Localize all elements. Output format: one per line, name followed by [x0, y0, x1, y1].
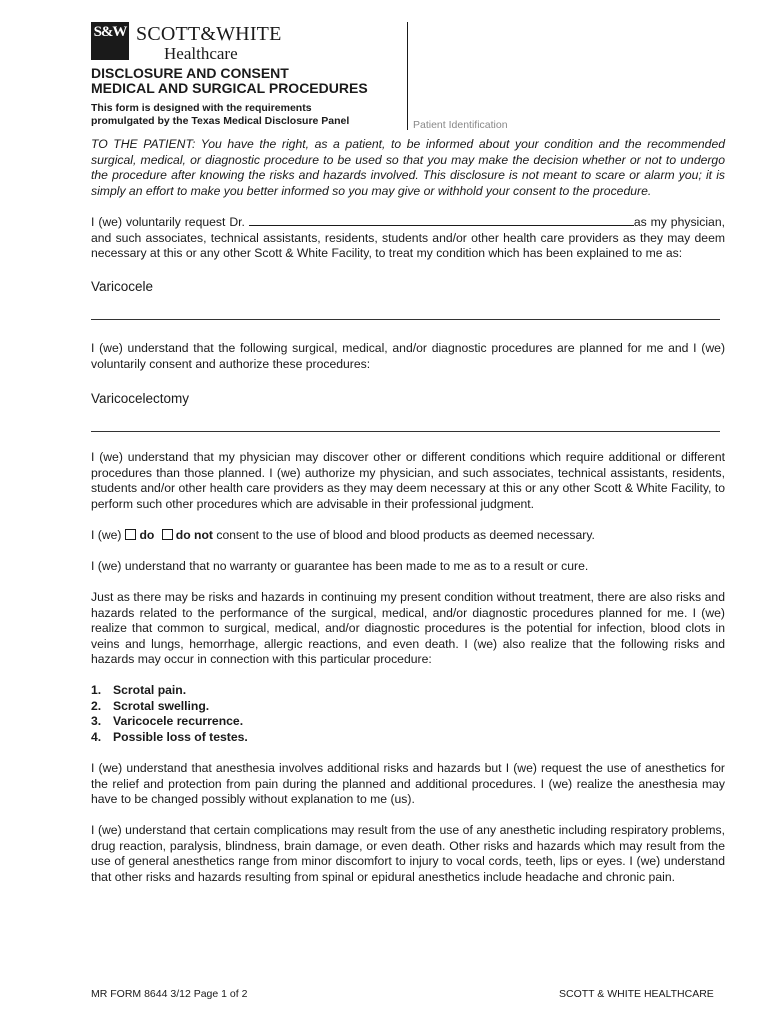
blood-do-not-label: do not — [175, 528, 213, 542]
form-number-footer: MR FORM 8644 3/12 Page 1 of 2 — [91, 988, 248, 1000]
other-conditions-paragraph: I (we) understand that my physician may discover other or different conditions which require additional or different procedures than those planned. I (we) authorize my physician, and such associates, technical assistants, residents, students and/or other health care providers as they may deem necessary at this or any other Scott & White Facility, to perform such other procedures which are advisable in their professional judgment. — [91, 450, 725, 511]
to-the-patient-paragraph: TO THE PATIENT: You have the right, as a patient, to be informed about your condition and the recommended surgical, medical, or diagnostic procedure to be used so that you may make the decision whether or not to undergo the procedure after knowing the risks and hazards involved. This disclosure is not meant to scare or alarm you; it is simply an effort to make you better informed so you may give or withhold your consent to the procedure. — [91, 137, 725, 198]
request-suffix: as my physician, — [633, 215, 725, 229]
request-prefix: I (we) voluntarily request Dr. — [91, 215, 249, 229]
logo-line2: Healthcare — [164, 44, 238, 63]
procedure-text: Varicocelectomy — [91, 391, 190, 406]
condition-text: Varicocele — [91, 279, 154, 294]
risks-list — [91, 683, 248, 745]
request-rest: and such associates, technical assistants, residents, students and/or other health care providers as they may deem necessary at this or any other Scott & White Facility, to treat my condition which has been explained to me as: — [91, 230, 725, 261]
physician-name-field[interactable] — [249, 214, 634, 226]
list-item: 4. Possible loss of testes. — [91, 729, 248, 744]
list-item: 1. Scrotal pain. — [91, 683, 187, 697]
blood-prefix: I (we) — [91, 528, 122, 542]
scott-white-logo-mark: S&W — [91, 22, 129, 60]
logo-line1: SCOTT&WHITE — [136, 23, 282, 45]
blood-do-not-checkbox[interactable] — [162, 529, 173, 540]
form-subtitle — [91, 102, 349, 128]
no-warranty-paragraph: I (we) understand that no warranty or guarantee has been made to me as to a result or cure. — [91, 559, 589, 573]
anesthesia-paragraph: I (we) understand that anesthesia involves additional risks and hazards but I (we) request the use of anesthetics for the relief and protection from pain during the planned and additional procedures. I (we) realize the anesthesia may have to be changed possibly without explanation to me (us). — [91, 761, 725, 807]
risks-intro-paragraph: Just as there may be risks and hazards in continuing my present condition without treatment, there are also risks and hazards related to the performance of the surgical, medical, and/or diagnostic procedures planned for me. I (we) realize that common to surgical, medical, and/or diagnostic procedures is the potential for infection, blood clots in veins and lungs, hemorrhage, allergic reactions, and even death. I (we) also realize that the following risks and hazards may occur in connection with this particular procedure: — [91, 590, 725, 667]
physician-request-paragraph — [91, 214, 725, 262]
title-line1: DISCLOSURE AND CONSENT — [91, 65, 289, 81]
blood-do-checkbox[interactable] — [125, 529, 136, 540]
blood-do-label: do — [139, 528, 155, 542]
header-divider — [407, 22, 408, 130]
blood-consent-line — [91, 528, 725, 544]
form-title — [91, 66, 368, 96]
subtitle-line1: This form is designed with the requirements — [91, 102, 312, 114]
condition-line — [91, 319, 720, 320]
blood-suffix: consent to the use of blood and blood products as deemed necessary. — [216, 528, 595, 542]
procedures-intro-paragraph: I (we) understand that the following surgical, medical, and/or diagnostic procedures are planned for me and I (we) voluntarily consent and authorize these procedures: — [91, 341, 725, 371]
patient-identification-label: Patient Identification — [413, 119, 508, 131]
list-item: 2. Scrotal swelling. — [91, 698, 210, 713]
title-line2: MEDICAL AND SURGICAL PROCEDURES — [91, 80, 368, 96]
subtitle-line2: promulgated by the Texas Medical Disclosure Panel — [91, 115, 350, 127]
procedure-line — [91, 431, 720, 432]
list-item: 3. Varicocele recurrence. — [91, 714, 244, 729]
complications-paragraph: I (we) understand that certain complications may result from the use of any anesthetic including respiratory problems, drug reaction, paralysis, blindness, brain damage, or even death. Other risks and hazards which may result from the use of general anesthetics range from minor discomfort to injury to vocal cords, teeth, lips or eyes. I (we) understand that other risks and hazards resulting from spinal or epidural anesthetics include headache and chronic pain. — [91, 823, 725, 884]
scott-white-logo-text — [136, 24, 282, 64]
organization-footer: SCOTT & WHITE HEALTHCARE — [559, 988, 714, 1000]
